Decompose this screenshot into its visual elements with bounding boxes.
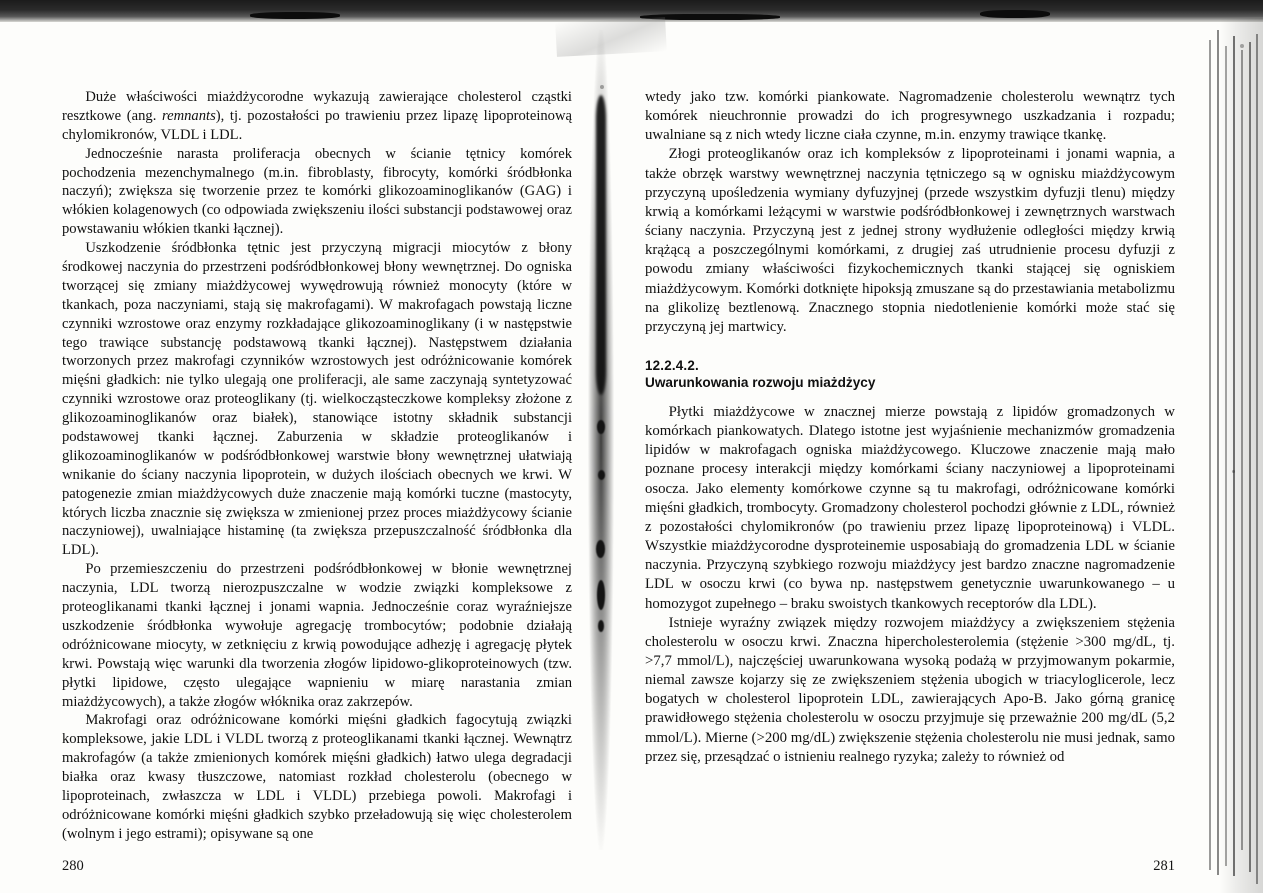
right-page-text-column [645,88,1175,767]
scan-speck [600,85,604,89]
right-page-edge-shadow [1191,18,1263,893]
page-edge-streak [1249,42,1251,872]
paragraph: Jednocześnie narasta proliferacja obecnych w ścianie tętnicy komórek pochodzenia mezenchymalnego (m.in. fibroblasty, fibrocyty, komórki śródbłonka naczyń); zwiększa się tworzenie przez te komórki glikozoaminoglikanów (GAG) i włókien kolagenowych (co odpowiada zwiększeniu ilości substancji podstawowej oraz powstawaniu włókien tkanki łącznej). [62,145,572,238]
scan-speck [1240,44,1244,48]
paragraph: Po przemieszczeniu do przestrzeni podśródbłonkowej w błonie wewnętrznej naczynia, LDL tworzą nierozpuszczalne w wodzie związki kompleksowe z proteoglikanami tkanki łącznej i jonami wapnia. Jednocześnie coraz wyraźniejsze uszkodzenie śródbłonka wywołuje agregację trombocytów; podobnie działają odróżnicowane miocyty, w zetknięciu z krwią powodujące adhezję i agregację płytek krwi. Powstają więc warunki dla tworzenia złogów lipidowo-glikoproteinowych (tzw. płytki lipidowe, często ulegające wapnieniu w miarę narastania zmian miażdżycowych), a także złogów włóknika oraz zakrzepów. [62,561,572,710]
scan-artifact [250,12,340,19]
page-edge-streak [1241,50,1243,850]
gutter-speck [598,470,605,480]
scan-speck [1232,470,1235,473]
section-title: Uwarunkowania rozwoju miażdżycy [645,375,876,391]
paragraph: Złogi proteoglikanów oraz ich kompleksów z lipoproteinami i jonami wapnia, a także obrzęk warstwy wewnętrznej naczynia tętniczego są w ognisku miażdżycowym przyczyną upośledzenia wymiany dyfuzyjnej (przede wszystkim dyfuzji tlenu) między krwią a komórkami leżącymi w warstwie podśródbłonkowej i zewnętrznych warstwach ściany naczynia. Przyczyną jest z jednej strony wydłużenie odległości między krwią krążącą a poszczególnymi komórkami, z drugiej zaś utrudnienie procesu dyfuzji z powodu zmiany właściwości fizykochemicznych tkanki stającej się ogniskiem miażdżycowym. Komórki dotknięte hipoksją zmuszane są do przestawiania metabolizmu na glikolizę beztlenową. Znacznego stopnia niedotlenienie komórki może stać się przyczyną jej martwicy. [645,146,1175,335]
page-number-right: 281 [1153,858,1175,874]
page-number-left: 280 [62,858,84,874]
paragraph: Uszkodzenie śródbłonka tętnic jest przyczyną migracji miocytów z błony środkowej naczynia do przestrzeni podśródbłonkowej błony wewnętrznej. Do ogniska tworzącej się zmiany miażdżycowej wywędrowują również monocyty (które w tkankach, poza naczyniami, stają się makrofagami). W makrofagach powstają liczne czynniki wzrostowe oraz enzymy rozkładające glikozoaminoglikany (i w następstwie tego trawiące substancję podstawową tkanki łącznej). Następstwem działania tworzonych przez makrofagi czynników wzrostowych jest odróżnicowanie komórek mięśni gładkich: nie tylko ulegają one proliferacji, ale same zaczynają syntetyzować czynniki wzrostowe oraz proteoglikany (tj. wielkocząsteczkowe kompleksy złożone z glikozoaminoglikanów oraz białek), stanowiące istotny składnik substancji podstawowej tkanki łącznej. Zaburzenia w składzie proteoglikanów i glikozoaminoglikanów w podśródbłonkowej warstwie błony wewnętrznej ułatwiają wnikanie do ściany naczynia lipoprotein, w dużych ilościach obecnych we krwi. W patogenezie zmian miażdżycowych duże znaczenie mają komórki tuczne (mastocyty, których liczba znacznie się zwiększa w zmienionej przez proces miażdżycowy ścianie naczyniowej), uwalniające histaminę (ta zwiększa przepuszczalność śródbłonka dla LDL). [62,240,572,559]
gutter-speck [597,420,605,434]
paragraph: Makrofagi oraz odróżnicowane komórki mięśni gładkich fagocytują związki kompleksowe, jakie LDL i VLDL tworzą z proteoglikanami tkanki łącznej. Wewnątrz makrofagów (a także zmienionych komórek mięśni gładkich) łatwo ulega degradacji białka oraz kwasy tłuszczowe, natomiast rozkład cholesterolu (obecnego w lipoproteinach, zwłaszcza w LDL i VLDL) przebiega powoli. Makrofagi i odróżnicowane komórki mięśni gładkich szybko przeładowują się więc cholesterolem (wolnym i jego estrami); opisywane są one [62,712,572,842]
left-page-text-column [62,88,572,844]
page-edge-streak [1256,34,1258,884]
paragraph: Istnieje wyraźny związek między rozwojem miażdżycy a zwiększeniem stężenia cholesterolu w osoczu krwi. Znaczna hipercholesterolemia (stężenie >300 mg/dL, tj. >7,7 mmol/L), najczęściej uwarunkowana wysoką podażą w przyjmowanym pokarmie, niemal zawsze kojarzy się ze zwiększeniem stężenia ubogich w triacyloglicerole, lecz bogatych w cholesterol lipoprotein LDL, zawierających Apo-B. Jako górną granicę prawidłowego stężenia cholesterolu w osoczu przyjmuje się przeważnie 200 mg/dL (5,2 mmol/L). Mierne (>200 mg/dL) zwiększenie stężenia cholesterolu nie musi jednak, samo przez się, przesądzać o istnieniu realnego ryzyka; zależy to również od [645,614,1175,765]
gutter-speck [598,620,604,632]
gutter-speck [597,580,605,610]
page-edge-streak [1209,40,1211,870]
scan-artifact [980,10,1050,18]
paragraph: Płytki miażdżycowe w znacznej mierze powstają z lipidów gromadzonych w komórkach piankowatych. Dlatego istotne jest wyjaśnienie mechanizmów gromadzenia lipidów w makrofagach ogniska miażdżycowego. Kluczowe znaczenie mają mało poznane procesy interakcji między komórkami ściany naczyniowej a lipoproteinami osocza. Jako elementy komórkowe czynne są tu makrofagi, odróżnicowane komórki mięśni gładkich, trombocyty. Gromadzony cholesterol pochodzi głównie z LDL, również z pozostałości chylomikronów (po trawieniu przez lipazę lipoproteinową) i VLDL. Wszystkie miażdżycorodne dysproteinemie usposabiają do gromadzenia LDL w ścianie naczynia. Przyczyną szybkiego rozwoju miażdżycy jest bardzo znaczne nagromadzenie LDL w osoczu krwi (co bywa np. następstwem genetycznie uwarunkowanego – u homozygot zupełnego – braku swoistych tkankowych receptorów dla LDL). [645,403,1175,612]
page-edge-streak [1225,46,1227,866]
page-edge-streak [1233,36,1235,876]
paragraph: Duże właściwości miażdżycorodne wykazują zawierające cholesterol cząstki resztkowe (ang. remnants), tj. pozostałości po trawieniu przez lipazę lipoproteinową chylomikronów, VLDL i LDL. [62,89,572,143]
gutter-speck [596,540,605,558]
page-edge-streak [1217,30,1219,875]
paragraph: wtedy jako tzw. komórki piankowate. Nagromadzenie cholesterolu wewnątrz tych komórek nieuchronnie prowadzi do ich progresywnego uszkadzania i rozpadu; uwalniane są z nich wtedy liczne ciała czynne, m.in. enzymy trawiące tkankę. [645,89,1175,144]
book-spine-dark-core [596,95,606,395]
section-number: 12.2.4.2. [645,358,699,374]
